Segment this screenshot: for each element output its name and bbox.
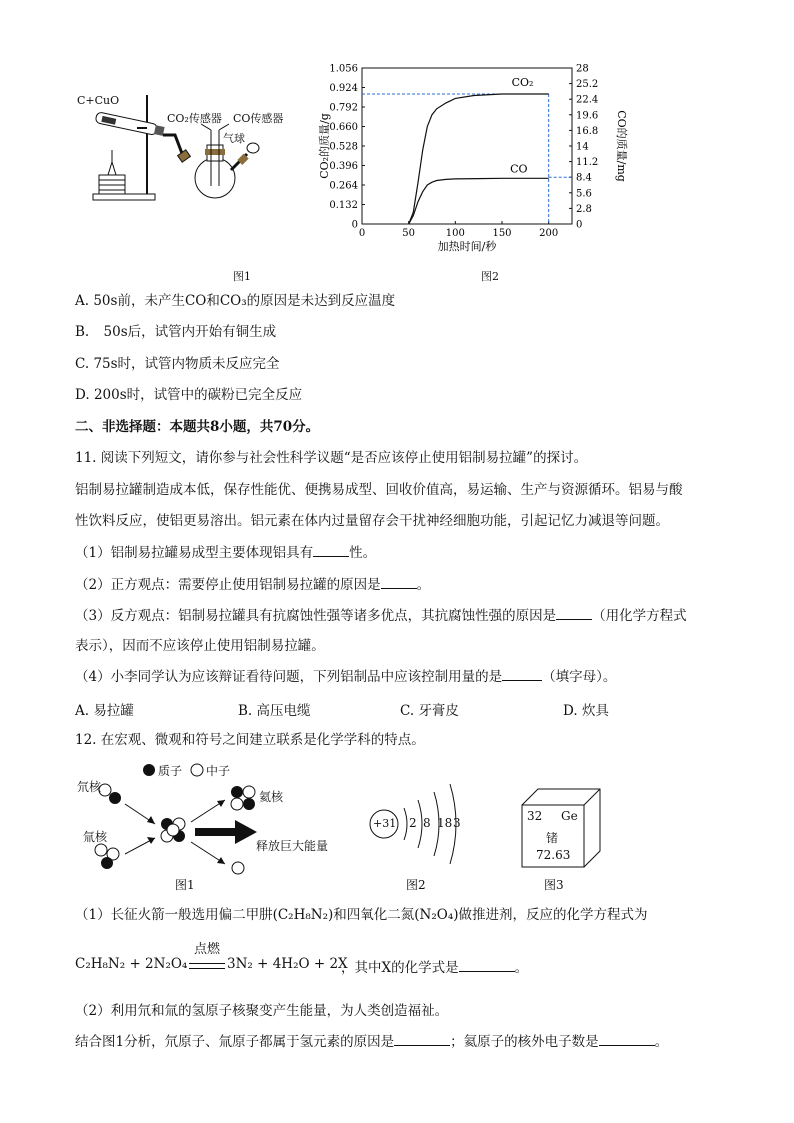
- option-text: 50s后，试管内开始有铜生成: [103, 324, 277, 340]
- x-tick-label: 200: [539, 228, 559, 239]
- equation-question-tail: 。: [514, 960, 529, 976]
- y-left-axis-label: CO₂的质量/g: [318, 113, 331, 179]
- equation-condition: 点燃: [194, 942, 221, 957]
- co2-curve-label: CO₂: [511, 76, 534, 89]
- option-text: 50s前，未产生CO和CO₃的原因是未达到反应温度: [93, 293, 396, 309]
- co-curve: [409, 178, 549, 224]
- y-left-tick-label: 0.396: [329, 161, 358, 172]
- atom-caption: 图2: [406, 878, 426, 892]
- option-letter: C.: [400, 703, 415, 719]
- answer-blank[interactable]: [599, 1033, 655, 1046]
- q11-sub3: [75, 607, 687, 625]
- q10-option-d: [75, 386, 302, 404]
- option-text: 牙膏皮: [418, 703, 459, 719]
- element-cell-caption: 图3: [544, 878, 564, 892]
- q12-sub2-mid: ；氦原子的核外电子数是: [450, 1034, 599, 1050]
- y-left-tick-label: 0.264: [329, 180, 358, 192]
- q12-sub1-line1: （1）长征火箭一般选用偏二甲肼(C₂H₈N₂)和四氧化二氮(N₂O₄)做推进剂，反应的化学方程式为: [75, 907, 648, 923]
- element-symbol: Ge: [561, 809, 578, 823]
- deuterium-label: 氘核: [77, 780, 102, 794]
- cuo-label: C+CuO: [77, 94, 120, 107]
- option-text: 炊具: [581, 703, 609, 719]
- shell-3-electrons: 18: [437, 816, 453, 830]
- equation-equals-sign: [189, 963, 225, 969]
- fusion-caption: 图1: [175, 878, 195, 892]
- q12-sub2-line1: （2）利用氘和氚的氢原子核聚变产生能量，为人类创造福祉。: [75, 1003, 449, 1019]
- q12-intro: 12. 在宏观、微观和符号之间建立联系是化学学科的特点。: [75, 732, 425, 748]
- x-axis-label: 加热时间/秒: [437, 240, 497, 253]
- option-text: 易拉罐: [93, 703, 134, 719]
- y-left-tick-label: 0.792: [329, 102, 358, 114]
- option-letter: D.: [563, 703, 578, 719]
- answer-blank[interactable]: [556, 607, 592, 620]
- helium-label: 氦核: [259, 790, 284, 804]
- shell-2-electrons: 8: [423, 816, 431, 830]
- x-tick-label: 100: [445, 228, 465, 239]
- plot-frame: [362, 68, 572, 224]
- option-letter: D.: [75, 387, 90, 403]
- q11-options: [75, 699, 715, 719]
- answer-blank[interactable]: [381, 576, 417, 589]
- shell-1-electrons: 2: [409, 816, 417, 830]
- q11-passage-line2: 性饮料反应，使铝更易溶出。铝元素在体内过量留存会干扰神经细胞功能，引起记忆力减退等问题。: [75, 513, 669, 529]
- y-right-tick-label: 11.2: [576, 157, 599, 169]
- fusion-figure: [75, 760, 375, 895]
- y-right-tick-label: 14: [576, 141, 589, 153]
- legend-neutron: 中子: [206, 764, 231, 778]
- y-right-tick-label: 2.8: [576, 203, 592, 215]
- co-sensor-label: CO传感器: [233, 112, 284, 125]
- q11-sub2: [75, 576, 430, 594]
- x-tick-label: 50: [402, 228, 416, 239]
- answer-blank[interactable]: [502, 668, 542, 681]
- q11-sub3-tail: （用化学方程式: [592, 608, 687, 624]
- option-letter: B.: [238, 703, 253, 719]
- atomic-number: 32: [527, 809, 543, 823]
- y-right-tick-label: 5.6: [576, 188, 592, 200]
- option-letter: A.: [75, 703, 90, 719]
- y-right-tick-label: 8.4: [576, 172, 592, 184]
- tritium-label: 氚核: [83, 830, 108, 844]
- option-text: 200s时，试管中的碳粉已完全反应: [93, 387, 303, 403]
- equation-right: 3N₂ + 4H₂O + 2X: [227, 956, 348, 972]
- q11-sub1-tail: 性。: [349, 545, 377, 561]
- legend-proton: 质子: [158, 764, 183, 778]
- q10-option-c: [75, 355, 280, 373]
- y-left-tick-label: 0.924: [329, 83, 358, 94]
- co2-curve: [409, 94, 549, 224]
- q11-sub2-text: （2）正方观点：需要停止使用铝制易拉罐的原因是: [75, 577, 381, 593]
- mass-time-chart: [300, 60, 640, 283]
- y-left-tick-label: 0.132: [329, 200, 358, 211]
- y-right-tick-label: 28: [576, 63, 589, 75]
- q11-sub4-text: （4）小李同学认为应该辩证看待问题，下列铝制品中应该控制用量的是: [75, 669, 503, 685]
- balloon-label: 气球: [223, 132, 245, 145]
- y-left-tick-label: 0.660: [329, 122, 358, 133]
- q12-sub2-line2: [75, 1033, 668, 1051]
- equation-question-text: ，其中X的化学式是: [341, 960, 459, 976]
- y-right-tick-label: 25.2: [576, 79, 599, 91]
- y-left-tick-label: 0: [351, 219, 358, 231]
- x-tick-label: 150: [492, 228, 512, 239]
- y-left-tick-label: 1.056: [329, 63, 358, 75]
- nucleus-charge: +31: [373, 817, 397, 830]
- q10-option-a: [75, 292, 395, 310]
- option-text: 75s时，试管内物质未反应完全: [93, 356, 280, 372]
- q11-intro: 11. 阅读下列短文，请你参与社会性科学议题“是否应该停止使用铝制易拉罐”的探讨。: [75, 450, 588, 466]
- y-left-tick-label: 0.528: [329, 141, 358, 153]
- option-letter: A.: [75, 293, 90, 309]
- q11-sub4: [75, 668, 616, 686]
- equation-question: [341, 956, 528, 976]
- atomic-mass: 72.63: [536, 848, 571, 862]
- co-curve-label: CO: [510, 162, 528, 176]
- shell-4-electrons: 3: [453, 816, 461, 830]
- q11-sub3-text: （3）反方观点：铝制易拉罐具有抗腐蚀性强等诸多优点，其抗腐蚀性强的原因是: [75, 608, 557, 624]
- atom-structure-figure: [366, 770, 476, 895]
- q11-sub1-text: （1）铝制易拉罐易成型主要体现铝具有: [75, 545, 314, 561]
- answer-blank[interactable]: [459, 959, 515, 972]
- apparatus-figure: [75, 90, 305, 283]
- section2-heading: 二、非选择题：本题共8小题，共70分。: [75, 419, 320, 435]
- option-text: 高压电缆: [256, 703, 311, 719]
- answer-blank[interactable]: [313, 544, 349, 557]
- fusion-drawing: [75, 760, 375, 895]
- y-right-tick-label: 0: [576, 219, 583, 231]
- q11-option-a: [75, 699, 134, 719]
- chart-svg: [300, 60, 640, 265]
- q11-sub4-tail: （填字母）。: [542, 669, 617, 685]
- q11-passage-line1: 铝制易拉罐制造成本低，保存性能优、便携易成型、回收价值高，易运输、生产与资源循环。铝易与酸: [75, 482, 683, 498]
- x-tick-label: 0: [358, 228, 366, 239]
- y-right-axis-label: CO的质量/mg: [615, 110, 628, 182]
- q11-option-b: [238, 699, 311, 719]
- element-cell-figure: [520, 785, 610, 895]
- fig2-caption: 图2: [481, 270, 499, 283]
- apparatus-drawing: [75, 90, 305, 215]
- q12-sub2-tail: 。: [654, 1034, 669, 1050]
- q11-sub3-line2: 表示），因而不应该停止使用铝制易拉罐。: [75, 638, 325, 654]
- co2-sensor-label: CO₂传感器: [167, 112, 222, 125]
- q10-option-b: [75, 323, 276, 341]
- q12-sub2-text: 结合图1分析，氘原子、氚原子都属于氢元素的原因是: [75, 1034, 395, 1050]
- option-letter: C.: [75, 356, 90, 372]
- q11-option-c: [400, 699, 459, 719]
- combustion-equation: [75, 938, 715, 982]
- y-right-tick-label: 16.8: [576, 125, 599, 137]
- q11-option-d: [563, 699, 609, 719]
- q11-sub2-tail: 。: [416, 577, 431, 593]
- energy-label: 释放巨大能量: [256, 839, 329, 853]
- answer-blank[interactable]: [394, 1033, 450, 1046]
- fig1-caption: 图1: [233, 270, 251, 283]
- y-right-tick-label: 22.4: [576, 94, 599, 106]
- q11-sub1: [75, 544, 376, 562]
- y-right-tick-label: 19.6: [576, 110, 599, 122]
- equation-left: C₂H₈N₂ + 2N₂O₄: [75, 956, 188, 972]
- option-letter: B.: [75, 324, 90, 340]
- element-name: 锗: [546, 831, 559, 845]
